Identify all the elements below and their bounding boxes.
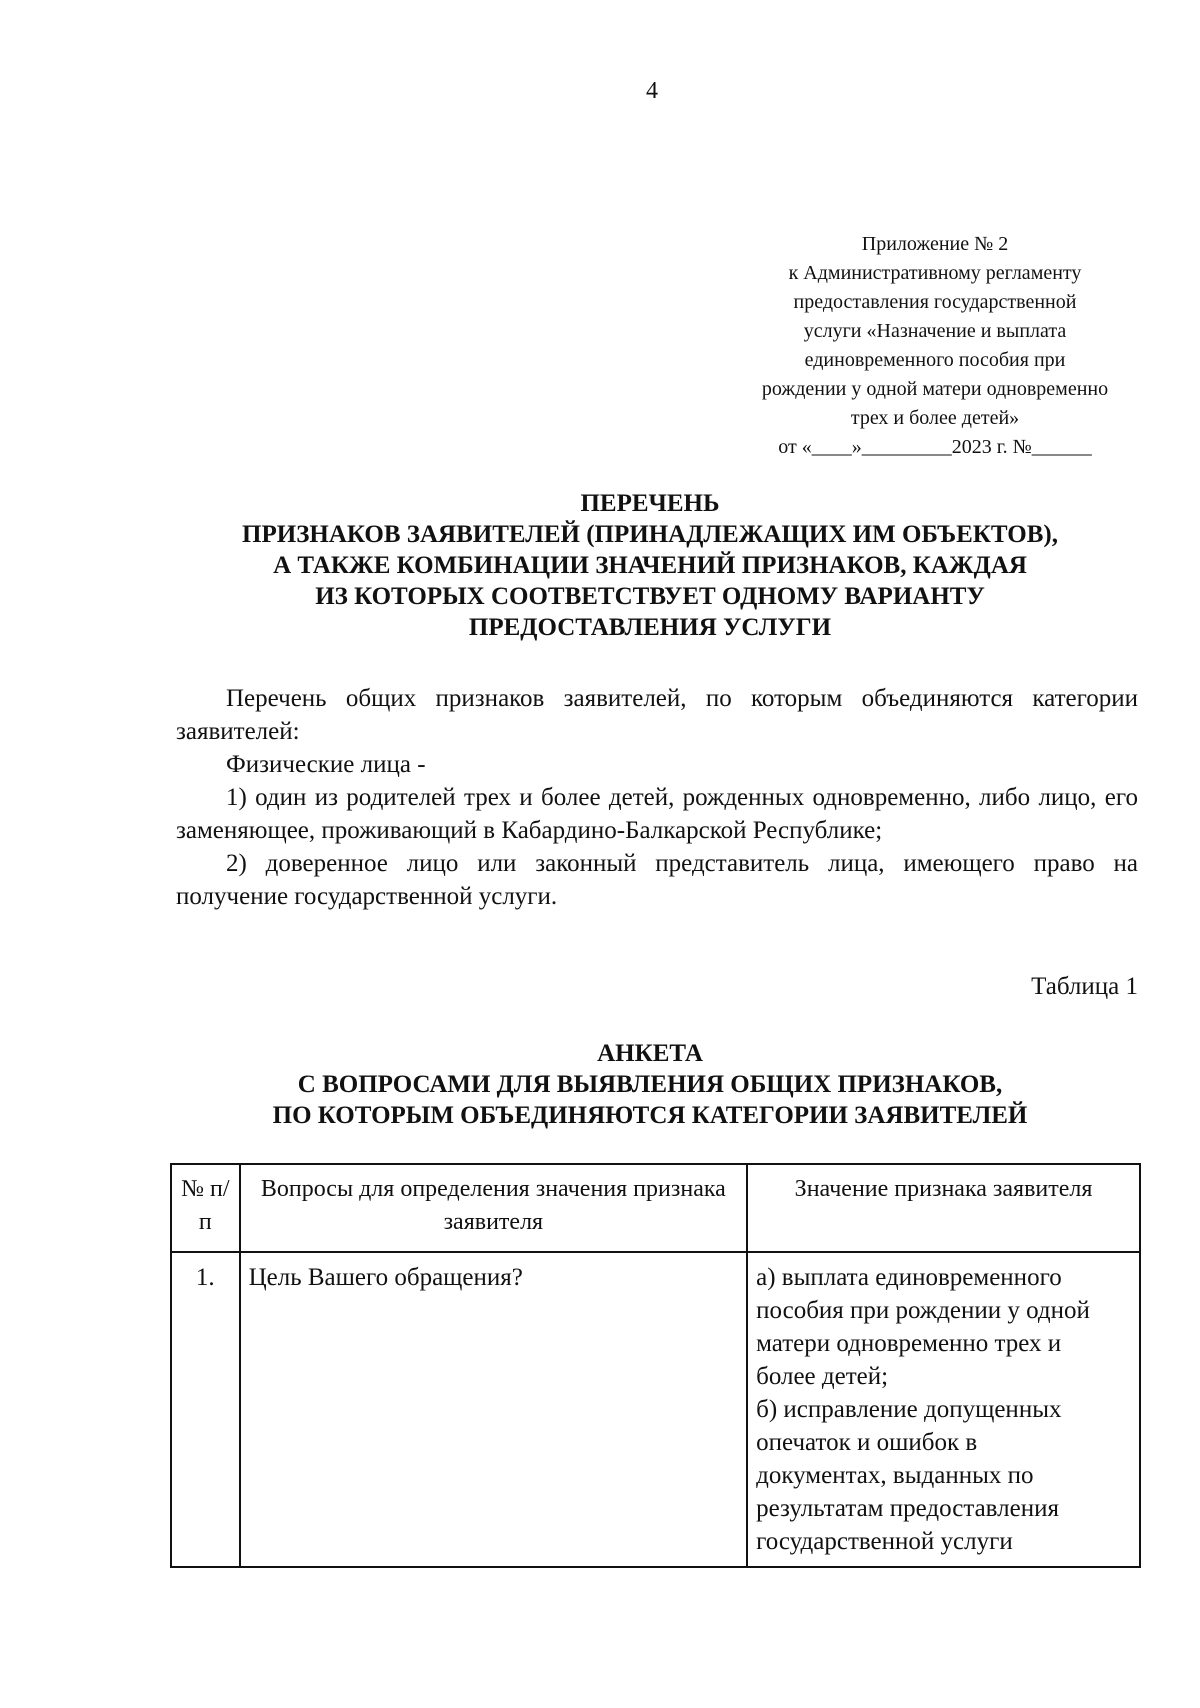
appendix-date-line: от «____»_________2023 г. №______ (778, 436, 1092, 458)
heading-line: ПРИЗНАКОВ ЗАЯВИТЕЛЕЙ (ПРИНАДЛЕЖАЩИХ ИМ ОБЪЕКТОВ), (242, 521, 1058, 548)
row-value (747, 1252, 1140, 1567)
heading-line: ИЗ КОТОРЫХ СООТВЕТСТВУЕТ ОДНОМУ ВАРИАНТУ (315, 583, 985, 610)
table-caption: Таблица 1 (1031, 973, 1138, 1000)
intro-paragraph: Перечень общих признаков заявителей, по которым объединяются категории заявителей: (176, 685, 1138, 745)
appendix-line: единовременного пособия при (804, 349, 1066, 371)
heading-line: А ТАКЖЕ КОМБИНАЦИИ ЗНАЧЕНИЙ ПРИЗНАКОВ, КАЖДАЯ (273, 552, 1027, 579)
table-heading (170, 1038, 1130, 1131)
value-line: матери одновременно трех и (756, 1330, 1062, 1357)
table-header-row (171, 1164, 1140, 1252)
value-line: а) выплата единовременного (756, 1264, 1062, 1291)
header-number: № п/п (171, 1164, 240, 1252)
list-item-1: 1) один из родителей трех и более детей, рожденных одновременно, либо лицо, его заменяющее, проживающий в Кабардино-Балкарской Республике; (176, 784, 1138, 844)
value-line: опечаток и ошибок в (756, 1429, 978, 1456)
value-line: документах, выданных по (756, 1462, 1034, 1489)
appendix-line: услуги «Назначение и выплата (803, 320, 1067, 342)
value-line: б) исправление допущенных (756, 1396, 1062, 1423)
main-heading (170, 488, 1130, 643)
value-line: более детей; (756, 1363, 889, 1390)
heading-line: ПРЕДОСТАВЛЕНИЯ УСЛУГИ (468, 614, 832, 641)
questionnaire-table (170, 1163, 1141, 1568)
body-text (176, 682, 1138, 913)
header-value: Значение признака заявителя (747, 1164, 1140, 1252)
heading-line: С ВОПРОСАМИ ДЛЯ ВЫЯВЛЕНИЯ ОБЩИХ ПРИЗНАКОВ, (297, 1071, 1003, 1098)
appendix-line: Приложение № 2 (861, 233, 1009, 255)
appendix-line: рождении у одной матери одновременно (761, 378, 1109, 400)
header-question: Вопросы для определения значения признака заявителя (240, 1164, 748, 1252)
row-question: Цель Вашего обращения? (240, 1252, 748, 1567)
value-line: государственной услуги (756, 1528, 1013, 1555)
heading-line: ПЕРЕЧЕНЬ (580, 490, 720, 517)
row-number: 1. (171, 1252, 240, 1567)
list-item-2: 2) доверенное лицо или законный представитель лица, имеющего право на получение государственной услуги. (176, 850, 1138, 910)
heading-line: ПО КОТОРЫМ ОБЪЕДИНЯЮТСЯ КАТЕГОРИИ ЗАЯВИТЕЛЕЙ (272, 1102, 1028, 1129)
appendix-reference (700, 230, 1170, 462)
appendix-line: трех и более детей» (850, 407, 1020, 429)
value-line: результатам предоставления (756, 1495, 1059, 1522)
table-row (171, 1252, 1140, 1567)
appendix-line: к Административному регламенту (788, 262, 1082, 284)
heading-line: АНКЕТА (597, 1040, 703, 1067)
appendix-line: предоставления государственной (793, 291, 1077, 313)
page-number: 4 (646, 78, 658, 104)
group-label: Физические лица - (226, 751, 426, 778)
value-line: пособия при рождении у одной (756, 1297, 1090, 1324)
